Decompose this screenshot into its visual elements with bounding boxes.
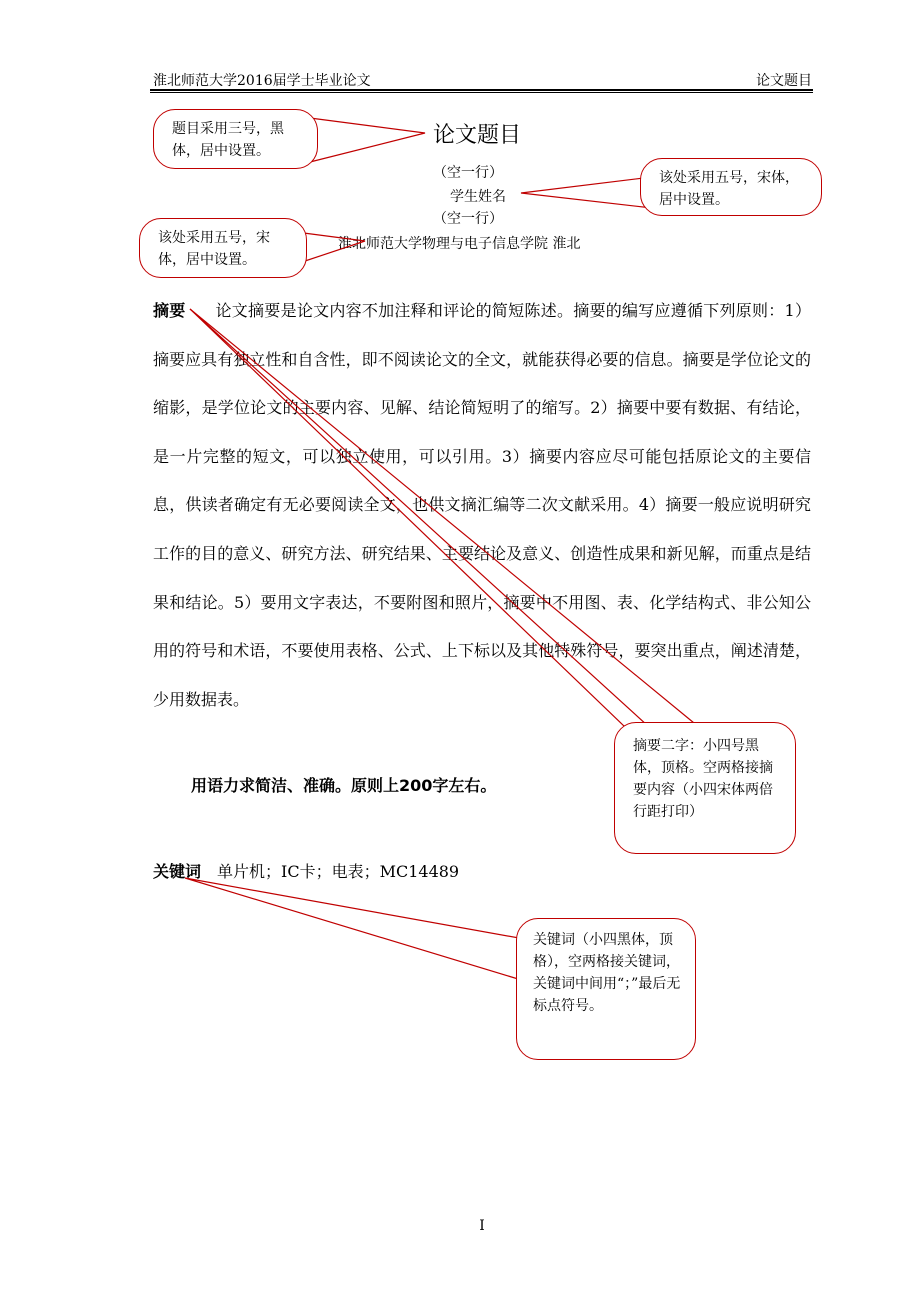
callout-keywords-format: 关键词（小四黑体，顶格），空两格接关键词，关键词中间用“；”最后无标点符号。 — [516, 918, 696, 1060]
abstract-text: 论文摘要是论文内容不加注释和评论的简短陈述。摘要的编写应遵循下列原则：1）摘要应具有独立性和自含性，即不阅读论文的全文，就能获得必要的信息。摘要是学位论文的缩影，是学位论文的主要内容、见解、结论简短明了的缩写。2）摘要中要有数据、有结论，是一片完整的短文，可以独立使用，可以引用。3）摘要内容应尽可能包括原论文的主要信息，供读者确定有无必要阅读全文，也供文摘汇编等二次文献采用。4）摘要一般应说明研究工作的目的意义、研究方法、研究结果、主要结论及意义、创造性成果和新见解，而重点是结果和结论。5）要用文字表达，不要附图和照片，摘要中不用图、表、化学结构式、非公知公用的符号和术语，不要使用表格、公式、上下标以及其他特殊符号，要突出重点，阐述清楚，少用数据表。 — [153, 301, 811, 709]
thesis-title: 论文题目 — [433, 123, 522, 148]
leader-keywords — [185, 878, 530, 982]
keywords-text: 单片机；IC卡；电表；MC14489 — [217, 862, 460, 881]
student-name: 学生姓名 — [450, 189, 506, 205]
keywords-label: 关键词 — [153, 862, 202, 881]
header-rule-thin — [150, 92, 813, 93]
page-number: I — [479, 1218, 485, 1234]
callout-institution-format: 该处采用五号，宋体，居中设置。 — [139, 218, 307, 278]
callout-name-format: 该处采用五号，宋体，居中设置。 — [640, 158, 822, 216]
leader-title — [310, 118, 425, 162]
abstract-emphasis: 用语力求简洁、准确。原则上200字左右。 — [191, 776, 497, 795]
keywords-line — [153, 859, 459, 882]
callout-abstract-format: 摘要二字：小四号黑体，顶格。空两格接摘要内容（小四宋体两倍行距打印） — [614, 722, 796, 854]
header-section-title: 论文题目 — [756, 73, 812, 89]
abstract-label: 摘要 — [153, 301, 186, 320]
header-rule — [150, 89, 813, 91]
leader-name — [521, 177, 652, 208]
institution: 淮北师范大学物理与电子信息学院 淮北 — [338, 236, 581, 252]
abstract-paragraph — [153, 287, 811, 724]
callout-title-format: 题目采用三号，黑体，居中设置。 — [153, 109, 318, 169]
header-thesis-series: 淮北师范大学2016届学士毕业论文 — [153, 73, 371, 89]
blank-line-note-1: （空一行） — [433, 165, 503, 181]
blank-line-note-2: （空一行） — [433, 211, 503, 227]
